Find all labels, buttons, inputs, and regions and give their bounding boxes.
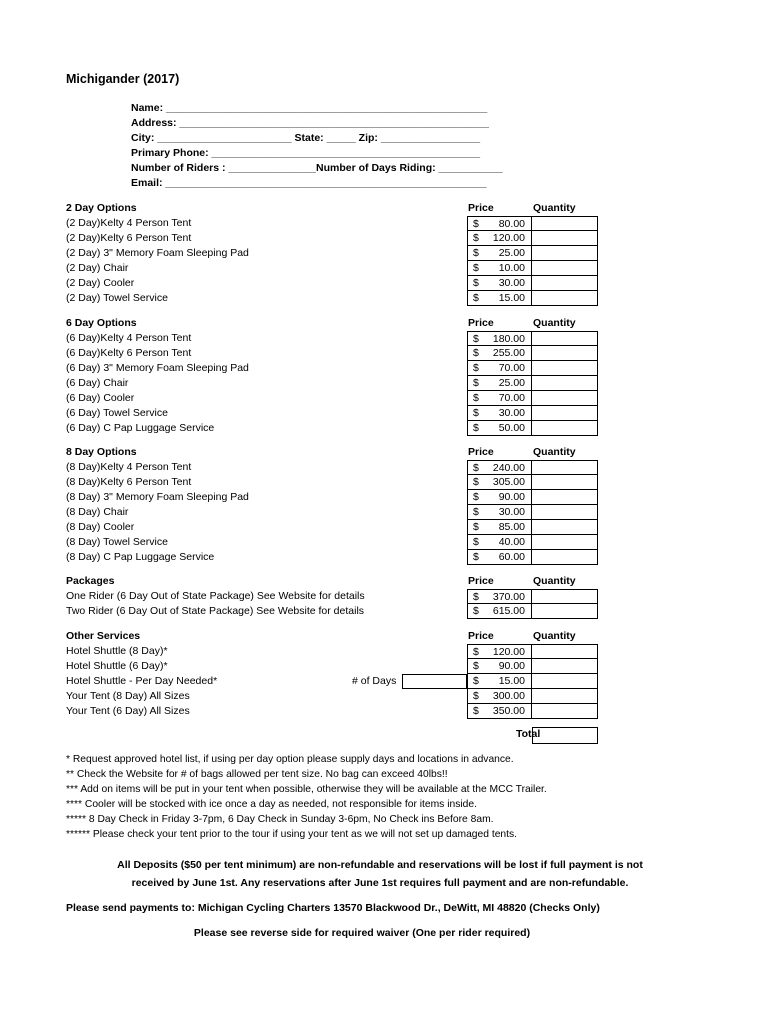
currency-symbol: $	[473, 521, 479, 533]
section-header	[66, 629, 606, 644]
section-heading: Other Services	[66, 630, 141, 642]
packages-section	[66, 574, 606, 619]
option-label: (2 Day)Kelty 6 Person Tent	[66, 232, 192, 244]
six-day-section	[66, 316, 606, 436]
currency-symbol: $	[473, 262, 479, 274]
price-cell	[467, 391, 532, 406]
riders-days-field[interactable]: Number of Riders : _______________Number of Days Riding: ___________	[131, 162, 503, 174]
price-amount: 15.00	[498, 675, 525, 687]
option-label: (8 Day) C Pap Luggage Service	[66, 551, 215, 563]
option-label: (2 Day)Kelty 4 Person Tent	[66, 217, 192, 229]
option-label: (6 Day) C Pap Luggage Service	[66, 422, 215, 434]
option-row	[66, 704, 606, 719]
currency-symbol: $	[473, 536, 479, 548]
quantity-input[interactable]	[532, 246, 598, 261]
quantity-input[interactable]	[532, 216, 598, 231]
quantity-input[interactable]	[532, 704, 598, 719]
price-amount: 40.00	[498, 536, 525, 548]
price-amount: 180.00	[492, 333, 525, 345]
price-amount: 25.00	[498, 247, 525, 259]
quantity-column-header: Quantity	[533, 630, 576, 642]
section-header	[66, 316, 606, 331]
city-state-zip-field[interactable]: City: _______________________ State: _____ Zip: _________________	[131, 132, 481, 144]
option-label: (8 Day) Cooler	[66, 521, 135, 533]
price-cell	[467, 346, 532, 361]
quantity-input[interactable]	[532, 475, 598, 490]
note-5: ***** 8 Day Check in Friday 3-7pm, 6 Day Check in Sunday 3-6pm, No Check ins Before 8am.	[66, 814, 494, 825]
option-label: Hotel Shuttle (6 Day)*	[66, 660, 168, 672]
price-cell	[467, 291, 532, 306]
option-label: (8 Day)Kelty 6 Person Tent	[66, 476, 192, 488]
quantity-input[interactable]	[532, 331, 598, 346]
deposit-policy	[60, 856, 700, 892]
contact-fields	[131, 101, 541, 191]
price-cell	[467, 589, 532, 604]
eight-day-section	[66, 445, 606, 565]
quantity-input[interactable]	[532, 261, 598, 276]
price-cell	[467, 216, 532, 231]
currency-symbol: $	[473, 377, 479, 389]
price-amount: 85.00	[498, 521, 525, 533]
currency-symbol: $	[473, 292, 479, 304]
price-column-header: Price	[468, 317, 494, 329]
price-cell	[467, 475, 532, 490]
section-heading: 8 Day Options	[66, 446, 137, 458]
quantity-input[interactable]	[532, 490, 598, 505]
price-amount: 15.00	[498, 292, 525, 304]
option-row	[66, 231, 606, 246]
quantity-input[interactable]	[532, 291, 598, 306]
currency-symbol: $	[473, 347, 479, 359]
price-amount: 30.00	[498, 407, 525, 419]
price-cell	[467, 535, 532, 550]
currency-symbol: $	[473, 551, 479, 563]
currency-symbol: $	[473, 476, 479, 488]
price-cell	[467, 246, 532, 261]
option-label: Your Tent (8 Day) All Sizes	[66, 690, 190, 702]
option-row	[66, 331, 606, 346]
section-heading: 6 Day Options	[66, 317, 137, 329]
currency-symbol: $	[473, 462, 479, 474]
primary-phone-field[interactable]: Primary Phone: ______________________________________________	[131, 147, 481, 159]
currency-symbol: $	[473, 277, 479, 289]
option-row	[66, 674, 606, 689]
option-label: (6 Day) Chair	[66, 377, 129, 389]
deposit-line-1: All Deposits ($50 per tent minimum) are non-refundable and reservations will be lost if full payment is not	[117, 859, 643, 871]
option-row	[66, 644, 606, 659]
currency-symbol: $	[473, 232, 479, 244]
option-row	[66, 246, 606, 261]
quantity-column-header: Quantity	[533, 446, 576, 458]
option-row	[66, 276, 606, 291]
waiver-note: Please see reverse side for required waiver (One per rider required)	[193, 927, 531, 939]
quantity-input[interactable]	[532, 346, 598, 361]
option-label: (2 Day) 3" Memory Foam Sleeping Pad	[66, 247, 249, 259]
note-6: ****** Please check your tent prior to the tour if using your tent as we will not set up damaged tents.	[66, 829, 518, 840]
section-header	[66, 445, 606, 460]
option-label: Hotel Shuttle (8 Day)*	[66, 645, 168, 657]
price-amount: 120.00	[492, 646, 525, 658]
quantity-input[interactable]	[532, 231, 598, 246]
currency-symbol: $	[473, 491, 479, 503]
option-row	[66, 361, 606, 376]
option-row	[66, 520, 606, 535]
note-2: ** Check the Website for # of bags allowed per tent size. No bag can exceed 40lbs!!	[66, 769, 448, 780]
quantity-input[interactable]	[532, 689, 598, 704]
option-row	[66, 604, 606, 619]
price-cell	[467, 689, 532, 704]
currency-symbol: $	[473, 247, 479, 259]
price-cell	[467, 604, 532, 619]
option-label: (8 Day) Chair	[66, 506, 129, 518]
price-cell	[467, 231, 532, 246]
option-row	[66, 589, 606, 604]
currency-symbol: $	[473, 705, 479, 717]
price-column-header: Price	[468, 630, 494, 642]
price-column-header: Price	[468, 575, 494, 587]
price-cell	[467, 490, 532, 505]
option-label: (6 Day) 3" Memory Foam Sleeping Pad	[66, 362, 249, 374]
quantity-column-header: Quantity	[533, 317, 576, 329]
price-amount: 255.00	[492, 347, 525, 359]
price-amount: 70.00	[498, 392, 525, 404]
currency-symbol: $	[473, 690, 479, 702]
total-label: Total	[516, 728, 541, 740]
price-amount: 90.00	[498, 660, 525, 672]
price-cell	[467, 674, 532, 689]
price-amount: 90.00	[498, 491, 525, 503]
price-cell	[467, 406, 532, 421]
price-amount: 60.00	[498, 551, 525, 563]
price-amount: 300.00	[492, 690, 525, 702]
option-row	[66, 505, 606, 520]
quantity-input[interactable]	[532, 460, 598, 475]
total-box[interactable]	[532, 727, 598, 744]
price-cell	[467, 520, 532, 535]
quantity-input[interactable]	[532, 589, 598, 604]
note-4: **** Cooler will be stocked with ice once a day as needed, not responsible for items inside.	[66, 799, 477, 810]
quantity-column-header: Quantity	[533, 575, 576, 587]
price-cell	[467, 376, 532, 391]
quantity-input[interactable]	[532, 276, 598, 291]
option-row	[66, 475, 606, 490]
price-amount: 30.00	[498, 277, 525, 289]
option-row	[66, 535, 606, 550]
price-amount: 305.00	[492, 476, 525, 488]
currency-symbol: $	[473, 362, 479, 374]
option-label: (6 Day) Towel Service	[66, 407, 168, 419]
quantity-input[interactable]	[532, 391, 598, 406]
note-3: *** Add on items will be put in your tent when possible, otherwise they will be available at the MCC Trailer.	[66, 784, 547, 795]
option-label: One Rider (6 Day Out of State Package) See Website for details	[66, 590, 365, 602]
option-label: (8 Day) 3" Memory Foam Sleeping Pad	[66, 491, 249, 503]
currency-symbol: $	[473, 422, 479, 434]
price-cell	[467, 550, 532, 565]
option-row	[66, 689, 606, 704]
currency-symbol: $	[473, 605, 479, 617]
option-row	[66, 216, 606, 231]
quantity-input[interactable]	[532, 361, 598, 376]
currency-symbol: $	[473, 218, 479, 230]
deposit-line-2: received by June 1st. Any reservations after June 1st requires full payment and are non-refundable.	[131, 877, 629, 889]
option-label: Two Rider (6 Day Out of State Package) See Website for details	[66, 605, 365, 617]
currency-symbol: $	[473, 646, 479, 658]
currency-symbol: $	[473, 660, 479, 672]
price-amount: 70.00	[498, 362, 525, 374]
price-cell	[467, 659, 532, 674]
quantity-input[interactable]	[532, 520, 598, 535]
quantity-column-header: Quantity	[533, 202, 576, 214]
option-label: (2 Day) Chair	[66, 262, 129, 274]
option-label: (2 Day) Towel Service	[66, 292, 168, 304]
name-field[interactable]: Name: _______________________________________________________	[131, 102, 488, 114]
notes	[66, 752, 686, 842]
price-cell	[467, 460, 532, 475]
quantity-input[interactable]	[532, 406, 598, 421]
option-label: (8 Day)Kelty 4 Person Tent	[66, 461, 192, 473]
option-row	[66, 346, 606, 361]
price-amount: 10.00	[498, 262, 525, 274]
email-field[interactable]: Email: _______________________________________________________	[131, 177, 487, 189]
quantity-input[interactable]	[532, 550, 598, 565]
section-heading: Packages	[66, 575, 115, 587]
other-services-section	[66, 629, 606, 719]
currency-symbol: $	[473, 392, 479, 404]
option-label: (6 Day)Kelty 4 Person Tent	[66, 332, 192, 344]
currency-symbol: $	[473, 407, 479, 419]
option-row	[66, 421, 606, 436]
note-1: * Request approved hotel list, if using per day option please supply days and locations in advance.	[66, 754, 514, 765]
option-row	[66, 261, 606, 276]
option-row	[66, 406, 606, 421]
quantity-input[interactable]	[532, 376, 598, 391]
option-label: Hotel Shuttle - Per Day Needed*	[66, 675, 218, 687]
payment-address: Please send payments to: Michigan Cycling Charters 13570 Blackwood Dr., DeWitt, MI 48820 (Checks Only)	[66, 902, 600, 914]
price-amount: 350.00	[492, 705, 525, 717]
section-header	[66, 574, 606, 589]
currency-symbol: $	[473, 506, 479, 518]
price-amount: 615.00	[492, 605, 525, 617]
price-cell	[467, 505, 532, 520]
two-day-section	[66, 201, 606, 306]
form-title: Michigander (2017)	[66, 72, 180, 86]
price-column-header: Price	[468, 202, 494, 214]
section-header	[66, 201, 606, 216]
price-amount: 50.00	[498, 422, 525, 434]
section-heading: 2 Day Options	[66, 202, 137, 214]
currency-symbol: $	[473, 675, 479, 687]
option-row	[66, 460, 606, 475]
price-column-header: Price	[468, 446, 494, 458]
price-amount: 120.00	[492, 232, 525, 244]
option-row	[66, 550, 606, 565]
price-amount: 370.00	[492, 591, 525, 603]
option-row	[66, 490, 606, 505]
days-count-label: # of Days	[352, 675, 397, 687]
option-row	[66, 376, 606, 391]
currency-symbol: $	[473, 591, 479, 603]
price-cell	[467, 261, 532, 276]
price-amount: 30.00	[498, 506, 525, 518]
price-cell	[467, 644, 532, 659]
quantity-input[interactable]	[532, 604, 598, 619]
option-label: (6 Day)Kelty 6 Person Tent	[66, 347, 192, 359]
price-amount: 25.00	[498, 377, 525, 389]
quantity-input[interactable]	[532, 644, 598, 659]
currency-symbol: $	[473, 333, 479, 345]
option-label: (6 Day) Cooler	[66, 392, 135, 404]
option-row	[66, 391, 606, 406]
price-cell	[467, 704, 532, 719]
quantity-input[interactable]	[532, 505, 598, 520]
option-row	[66, 659, 606, 674]
price-amount: 80.00	[498, 218, 525, 230]
price-cell	[467, 276, 532, 291]
option-label: (2 Day) Cooler	[66, 277, 135, 289]
quantity-input[interactable]	[532, 674, 598, 689]
price-amount: 240.00	[492, 462, 525, 474]
price-cell	[467, 421, 532, 436]
option-row	[66, 291, 606, 306]
days-count-input[interactable]	[402, 674, 467, 689]
quantity-input[interactable]	[532, 535, 598, 550]
address-field[interactable]: Address: _____________________________________________________	[131, 117, 489, 129]
option-label: (8 Day) Towel Service	[66, 536, 168, 548]
quantity-input[interactable]	[532, 421, 598, 436]
price-cell	[467, 331, 532, 346]
quantity-input[interactable]	[532, 659, 598, 674]
price-cell	[467, 361, 532, 376]
option-label: Your Tent (6 Day) All Sizes	[66, 705, 190, 717]
